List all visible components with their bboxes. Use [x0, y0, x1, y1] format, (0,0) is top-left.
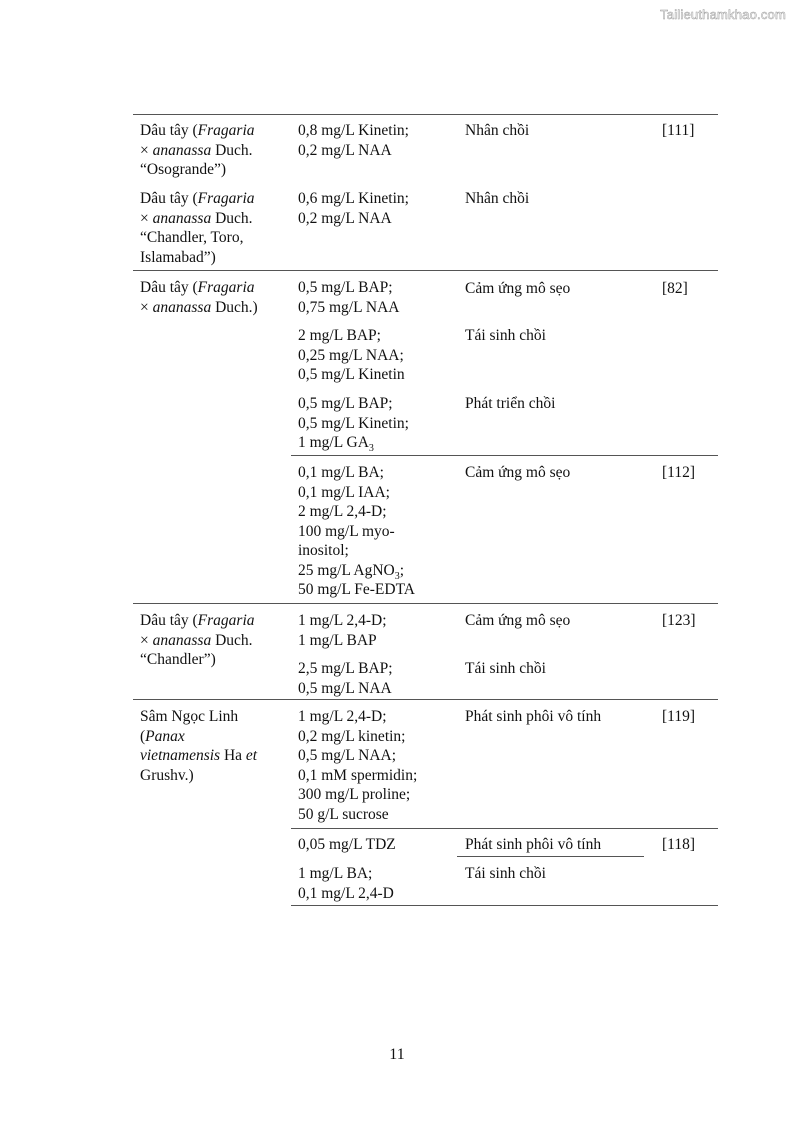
species-cell: Dâu tây (Fragaria × ananassa Duch. “Chandler”) — [140, 612, 255, 668]
medium-cell: 0,1 mg/L BA; 0,1 mg/L IAA; 2 mg/L 2,4-D; 100 mg/L myo- inositol; 25 mg/L AgNO$_3$; 50 mg/L Fe-EDTA — [298, 464, 415, 598]
purpose-cell: Tái sinh chồi — [465, 660, 546, 677]
medium-cell: 0,8 mg/L Kinetin; 0,2 mg/L NAA — [298, 122, 409, 159]
purpose-cell: Nhân chồi — [465, 190, 530, 207]
medium-cell: 0,5 mg/L BAP; 0,5 mg/L Kinetin; 1 mg/L $GA_3$ — [298, 395, 409, 455]
medium-cell: 2 mg/L BAP; 0,25 mg/L NAA; 0,5 mg/L Kinetin — [298, 327, 405, 383]
purpose-cell: Phát triển chồi — [465, 395, 556, 412]
medium-cell: 0,6 mg/L Kinetin; 0,2 mg/L NAA — [298, 190, 409, 227]
ref-cell: [82] — [662, 280, 688, 297]
medium-cell: 0,5 mg/L BAP; 0,75 mg/L NAA — [298, 279, 400, 316]
table-rule — [133, 270, 718, 271]
ref-cell: [123] — [662, 612, 696, 629]
purpose-cell: Phát sinh phôi vô tính — [465, 708, 602, 725]
purpose-cell: Tái sinh chồi — [465, 327, 546, 344]
species-cell: Dâu tây (Fragaria × ananassa Duch. “Osogrande”) — [140, 122, 255, 178]
species-cell: Dâu tây (Fragaria × ananassa Duch.) — [140, 279, 258, 316]
ref-cell: [111] — [662, 122, 695, 139]
species-cell: Dâu tây (Fragaria × ananassa Duch. “Chandler, Toro, Islamabad”) — [140, 190, 255, 266]
table-rule — [291, 455, 718, 456]
table-rule — [133, 699, 718, 700]
purpose-cell: Tái sinh chồi — [465, 865, 546, 882]
medium-cell: 1 mg/L 2,4-D; 0,2 mg/L kinetin; 0,5 mg/L NAA; 0,1 mM spermidin; 300 mg/L proline; 50 g/L sucrose — [298, 708, 418, 823]
ref-cell: [119] — [662, 708, 695, 725]
medium-cell: 0,05 mg/L TDZ — [298, 836, 396, 853]
table-rule — [133, 114, 718, 115]
table-rule — [291, 828, 718, 829]
ref-cell: [112] — [662, 464, 695, 481]
species-cell: Sâm Ngọc Linh (Panax vietnamensis Ha et Grushv.) — [140, 708, 258, 784]
watermark-text: Tailieuthamkhao.com — [660, 7, 786, 22]
table-rule — [457, 856, 644, 857]
purpose-cell: Nhân chồi — [465, 122, 530, 139]
ref-cell: [118] — [662, 836, 695, 853]
table-rule — [133, 603, 718, 604]
purpose-cell: Phát sinh phôi vô tính — [465, 836, 602, 853]
medium-cell: 1 mg/L BA; 0,1 mg/L 2,4-D — [298, 865, 394, 902]
medium-cell: 2,5 mg/L BAP; 0,5 mg/L NAA — [298, 660, 393, 697]
purpose-cell: Cảm ứng mô sẹo — [465, 280, 571, 297]
medium-cell: 1 mg/L 2,4-D; 1 mg/L BAP — [298, 612, 387, 649]
table-rule — [291, 905, 718, 906]
purpose-cell: Cảm ứng mô sẹo — [465, 612, 571, 629]
purpose-cell: Cảm ứng mô sẹo — [465, 464, 571, 481]
page-number: 11 — [389, 1046, 405, 1063]
